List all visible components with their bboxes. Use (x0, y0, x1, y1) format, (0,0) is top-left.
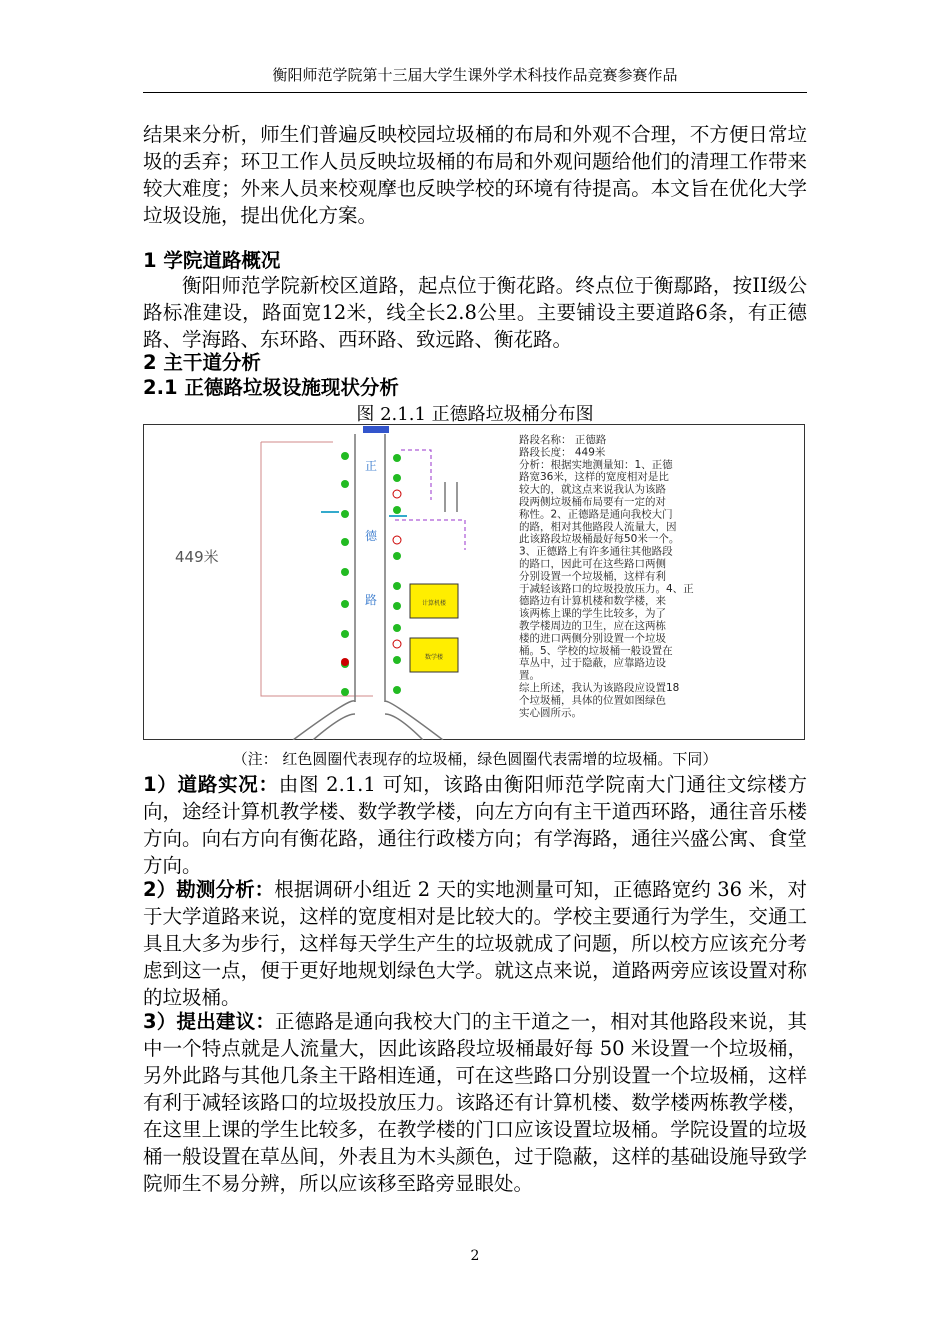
length-label: 449米 (175, 548, 219, 566)
figure-info-line: 3、正德路上有许多通往其他路段 (519, 545, 673, 558)
page-number: 2 (470, 1248, 480, 1264)
item-1-paragraph (143, 771, 807, 879)
item-1-body: 由图 2.1.1 可知，该路由衡阳师范学院南大门通往文综楼方向，途经计算机教学楼、数学教学楼，向左方向有主干道西环路，通往音乐楼方向。向右方向有衡花路，通往行政楼方向；有学海路，通往兴盛公寓、食堂方向。 (143, 773, 807, 877)
section-2-heading: 2 主干道分析 (143, 351, 261, 374)
new-bin-marker (341, 600, 349, 608)
figure-info-line: 德路边有计算机楼和数学楼，来 (519, 595, 666, 608)
gate-marker (363, 426, 389, 433)
figure-info-line: 的路，相对其他路段人流量大，因 (519, 520, 677, 533)
figure-info-line: 此该路段垃圾桶最好每50米一个。 (519, 533, 680, 546)
road-char-3: 路 (365, 593, 378, 607)
figure-info-line: 教学楼周边的卫生，应在这两栋 (519, 620, 666, 632)
road-char-1: 正 (365, 459, 378, 473)
figure-info-line: 草丛中，过于隐蔽，应靠路边设 (519, 657, 666, 670)
figure-caption: 图 2.1.1 正德路垃圾桶分布图 (356, 404, 594, 425)
new-bin-marker (393, 474, 401, 482)
new-bin-marker (393, 582, 401, 590)
item-2-lead: 2）勘测分析： (143, 878, 275, 901)
new-bin-marker (341, 452, 349, 460)
new-bin-marker (341, 688, 349, 696)
item-3-body: 正德路是通向我校大门的主干道之一，相对其他路段来说，其中一个特点就是人流量大，因此该路段垃圾桶最好每 50 米设置一个垃圾桶，另外此路与其他几条主干路相连通，可在这些路口分别设置一个垃圾桶，这样有利于减轻该路口的垃圾投放压力。该路还有计算机楼、数学楼两栋教学楼，在这里上课的学生比较多，在教学楼的门口应该设置垃圾桶。学院设置的垃圾桶一般设置在草丛间，外表且为木头颜色，过于隐蔽，这样的基础设施导致学院师生不易分辨，所以应该移至路旁显眼处。 (143, 1010, 807, 1195)
new-bin-marker (393, 656, 401, 664)
new-bin-marker (393, 624, 401, 632)
item-1-lead: 1）道路实况： (143, 773, 279, 796)
figure-info-line: 较大的，就这点来说我认为该路 (519, 483, 666, 496)
figure-border (144, 425, 805, 740)
item-2-paragraph (143, 876, 807, 1011)
intro-paragraph: 结果来分析，师生们普遍反映校园垃圾桶的布局和外观不合理，不方便日常垃圾的丢弃；环卫工作人员反映垃圾桶的布局和外观问题给他们的清理工作带来较大难度；外来人员来校观摩也反映学校的环境有待提高。本文旨在优化大学垃圾设施，提出优化方案。 (143, 123, 807, 227)
new-bin-marker (393, 552, 401, 560)
figure-info-line: 路宽36米，这样的宽度相对是比 (519, 471, 669, 484)
item-3-lead: 3）提出建议： (143, 1010, 276, 1033)
figure-info-line: 分别设置一个垃圾桶，这样有利 (519, 570, 666, 583)
figure-info-line: 路段长度： 449米 (519, 446, 606, 459)
new-bin-marker (393, 454, 401, 462)
section-2-1-heading: 2.1 正德路垃圾设施现状分析 (143, 376, 399, 399)
figure-info-line: 置。 (519, 669, 540, 682)
figure-info-line: 分析：根据实地测量知：1、正德 (519, 458, 673, 471)
new-bin-marker (341, 480, 349, 488)
new-bin-marker (341, 510, 349, 518)
new-bin-marker (393, 602, 401, 610)
figure-note: （注： 红色圆圈代表现存的垃圾桶，绿色圆圈代表需增的垃圾桶。下同） (232, 750, 718, 768)
figure-info-line: 综上所述，我认为该路段应设置18 (519, 682, 680, 694)
section-1-body: 衡阳师范学院新校区道路，起点位于衡花路。终点位于衡鄢路，按II级公路标准建设，路面宽12米，线全长2.8公里。主要铺设主要道路6条，有正德路、学海路、东环路、西环路、致远路、衡花路。 (143, 274, 807, 351)
figure-info-line: 段两侧垃圾桶布局要有一定的对 (519, 496, 666, 508)
road-map-svg (143, 424, 805, 740)
figure-info-line: 称性。2、正德路是通向我校大门 (519, 508, 673, 521)
figure-info-line: 路段名称： 正德路 (519, 434, 607, 446)
page-header-title: 衡阳师范学院第十三届大学生课外学术科技作品竞赛参赛作品 (272, 66, 678, 84)
figure-info-line: 该两栋上课的学生比较多，为了 (519, 607, 666, 620)
road-bin-map-figure (143, 424, 805, 740)
math-building-label: 数学楼 (424, 654, 444, 661)
new-bin-marker (341, 568, 349, 576)
figure-info-line: 实心圆所示。 (519, 706, 582, 719)
new-bin-marker (393, 506, 401, 514)
header-divider (143, 92, 807, 93)
figure-info-line: 的路口，因此可在这些路口两侧 (519, 558, 666, 570)
item-3-paragraph (143, 1008, 807, 1197)
new-bin-marker (341, 538, 349, 546)
figure-info-line: 桶。5、学校的垃圾桶一般设置在 (519, 644, 673, 657)
computer-building-label: 计算机楼 (421, 600, 447, 607)
figure-info-line: 个垃圾桶，具体的位置如图绿色 (519, 694, 666, 707)
road-char-2: 德 (365, 529, 378, 543)
new-bin-marker (393, 686, 401, 694)
figure-info-line: 楼的进口两侧分别设置一个垃圾 (519, 632, 666, 645)
item-2-body: 根据调研小组近 2 天的实地测量可知，正德路宽约 36 米，对于大学道路来说，这样的宽度相对是比较大的。学校主要通行为学生，交通工具且大多为步行，这样每天学生产生的垃圾就成了问题，所以校方应该充分考虑到这一点，便于更好地规划绿色大学。就这点来说，道路两旁应该设置对称的垃圾桶。 (143, 878, 808, 1009)
section-1-heading: 1 学院道路概况 (143, 249, 281, 272)
figure-info-line: 于减轻该路口的垃圾投放压力。4、正 (519, 582, 694, 595)
existing-bin-marker (341, 658, 349, 666)
new-bin-marker (341, 630, 349, 638)
